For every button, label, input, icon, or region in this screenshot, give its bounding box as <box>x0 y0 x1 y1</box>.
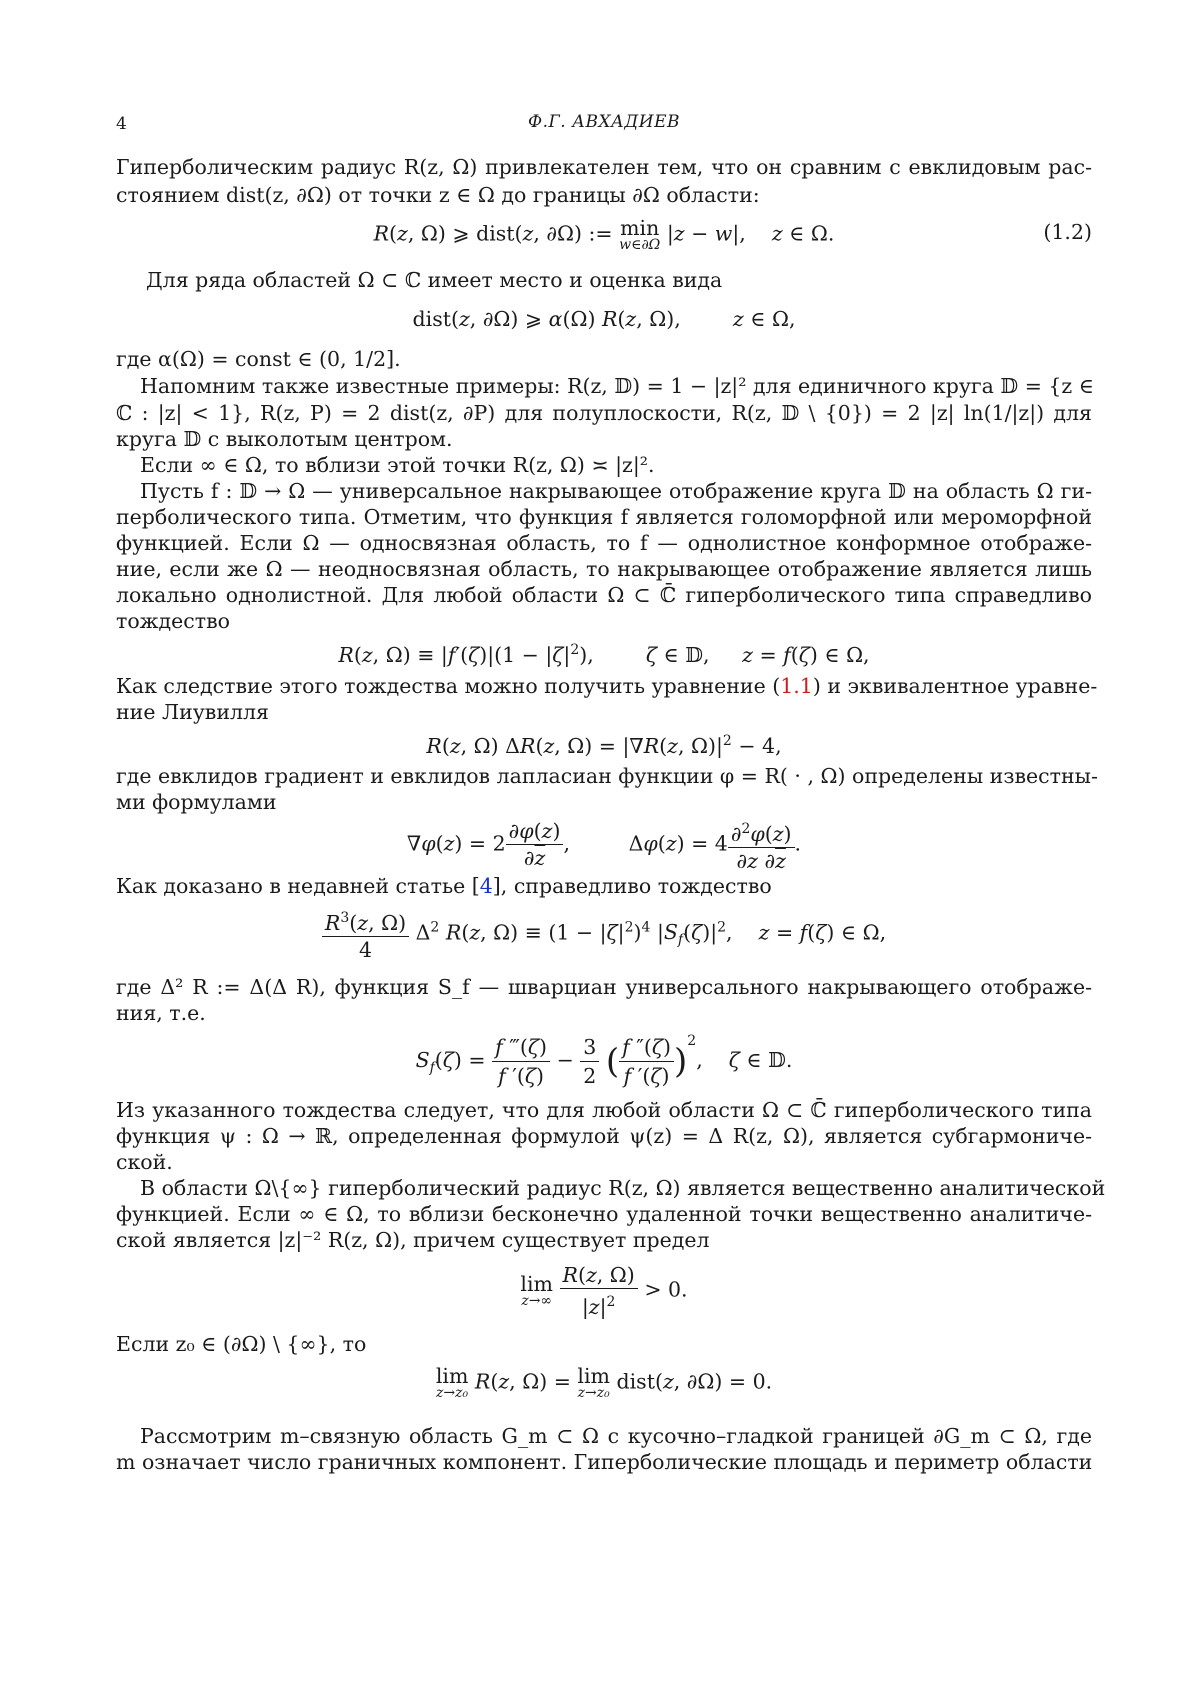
equation-gradient-laplacian: ∇φ(z) = 2 $\frac{\partial\varphi(z)}{\partial\overline{z}}$ , Δφ(z) = 4 $\frac{\partial^2\varphi(z)}{\partial z \partial\overline{z}}$ . <box>116 816 1092 870</box>
text-span: ) и эквивалентное уравне- <box>812 674 1098 698</box>
paragraph-line: перболического типа. Отметим, что функция f является голоморфной или мероморфной <box>116 505 1092 529</box>
paragraph-line: m означает число граничных компонент. Гиперболические площадь и периметр области <box>116 1450 1093 1474</box>
paragraph-line: ние Лиувилля <box>116 700 269 724</box>
paragraph-line: Если z₀ ∈ (∂Ω) \ {∞}, то <box>116 1332 367 1356</box>
paper-page <box>116 0 1106 1697</box>
paragraph-line: функцией. Если ∞ ∈ Ω, то вблизи бесконечно удаленной точки вещественно аналитиче- <box>116 1202 1092 1226</box>
paragraph-line: Напомним также известные примеры: R(z, 𝔻) = 1 − |z|² для единичного круга 𝔻 = {z ∈ <box>140 374 1094 398</box>
paragraph-line: тождество <box>116 609 231 633</box>
equation-schwarzian-identity: $\frac{R^3(z, \Omega)}{4}$ $\Delta^2$ R(z, $\Omega) \equiv (1 - |\zeta|^2)^4$ $|S_f(\zeta)|^2$, z = f(ζ) ∈ Ω, <box>116 905 1092 961</box>
paragraph-line: локально однолистной. Для любой области Ω ⊂ ℂ̄ гиперболического типа справедливо <box>116 583 1092 607</box>
equation-dist-estimate: dist(z, ∂Ω) ⩾ α(Ω) R(z, Ω), z ∈ Ω, <box>412 307 796 331</box>
paragraph-line: ской. <box>116 1150 173 1174</box>
paragraph-line: ния, т.е. <box>116 1001 206 1025</box>
equation-1-2: R(z, Ω) ⩾ dist(z, ∂Ω) := min w∈∂Ω |z − w|, z ∈ Ω. (1.2) <box>373 216 1092 253</box>
paragraph-line: В области Ω\{∞} гиперболический радиус R(z, Ω) является вещественно аналитической <box>140 1176 1106 1200</box>
paragraph-line: круга 𝔻 с выколотым центром. <box>116 427 453 451</box>
equation-limit-at-infinity: lim z→∞ $\frac{R(z, \Omega)}{|z|^2}$ > 0. <box>520 1263 688 1319</box>
paragraph-line: Рассмотрим m–связную область G_m ⊂ Ω с кусочно–гладкой границей ∂G_m ⊂ Ω, где <box>140 1424 1092 1448</box>
paragraph-line: Гиперболическим радиус R(z, Ω) привлекателен тем, что он сравним с евклидовым рас- <box>116 155 1092 179</box>
citation-link[interactable]: 4 <box>479 874 493 898</box>
paragraph-line: функцией. Если Ω — односвязная область, то f — однолистное конформное отображе- <box>116 531 1092 555</box>
paragraph-line: функция ψ : Ω → ℝ, определенная формулой ψ(z) = Δ R(z, Ω), является субгармониче- <box>116 1124 1092 1148</box>
text-span: ], справедливо тождество <box>492 874 772 898</box>
paragraph-line: ℂ : |z| < 1}, R(z, P) = 2 dist(z, ∂P) для полуплоскости, R(z, 𝔻 \ {0}) = 2 |z| ln(1/|z|) для <box>116 401 1092 425</box>
paragraph-line: где α(Ω) = const ∈ (0, 1/2]. <box>116 347 401 371</box>
equation-number: (1.2) <box>1043 220 1092 244</box>
paragraph-line: ми формулами <box>116 790 277 814</box>
paragraph-line: Для ряда областей Ω ⊂ ℂ имеет место и оценка вида <box>146 268 723 292</box>
paragraph-line: ние, если же Ω — неодносвязная область, то накрывающее отображение является лишь <box>116 557 1092 581</box>
running-head: Ф.Г. АВХАДИЕВ <box>528 112 680 132</box>
paragraph-line: где евклидов градиент и евклидов лапласиан функции φ = R( · , Ω) определены известны- <box>116 764 1098 788</box>
paragraph-line: где Δ² R := Δ(Δ R), функция S_f — шварциан универсального накрывающего отображе- <box>116 975 1092 999</box>
page-header <box>116 112 1092 138</box>
equation-hyperbolic-radius-identity: R(z, $\Omega) \equiv |f'(\zeta)|(1 - |\zeta|^2)$, ζ ∈ 𝔻, z = f(ζ) ∈ Ω, <box>338 642 870 667</box>
equation-ref-link[interactable]: 1.1 <box>780 674 813 698</box>
text-span: Как следствие этого тождества можно получить уравнение ( <box>116 674 781 698</box>
page-number: 4 <box>116 114 127 134</box>
paragraph-line: стоянием dist(z, ∂Ω) от точки z ∈ Ω до границы ∂Ω области: <box>116 183 760 207</box>
paragraph-line: Из указанного тождества следует, что для любой области Ω ⊂ ℂ̄ гиперболического типа <box>116 1098 1092 1122</box>
paragraph-line: ской является |z|⁻² R(z, Ω), причем существует предел <box>116 1228 710 1252</box>
equation-limit-at-boundary: lim z→z₀ R(z, Ω) = lim z→z₀ dist(z, ∂Ω) = 0. <box>435 1364 773 1401</box>
paragraph-line <box>116 872 1092 900</box>
equation-schwarzian-definition: $S_f(\zeta)$ = $\frac{f ‴(\zeta)}{f '(\zeta)}$ − $\frac{3}{2}$ ( $\frac{f ''(\zeta)}{f '(\zeta)}$ )$^2$, ζ ∈ 𝔻. <box>415 1033 793 1088</box>
paragraph-line <box>116 672 1098 700</box>
text-span: Как доказано в недавней статье [ <box>116 874 480 898</box>
paragraph-line: Пусть f : 𝔻 → Ω — универсальное накрывающее отображение круга 𝔻 на область Ω ги- <box>140 479 1092 503</box>
equation-liouville: R(z, Ω) ΔR(z, Ω) = |∇R(z, $\Omega)|^2 - 4$, <box>426 733 782 758</box>
paragraph-line: Если ∞ ∈ Ω, то вблизи этой точки R(z, Ω) ≍ |z|². <box>140 453 655 477</box>
